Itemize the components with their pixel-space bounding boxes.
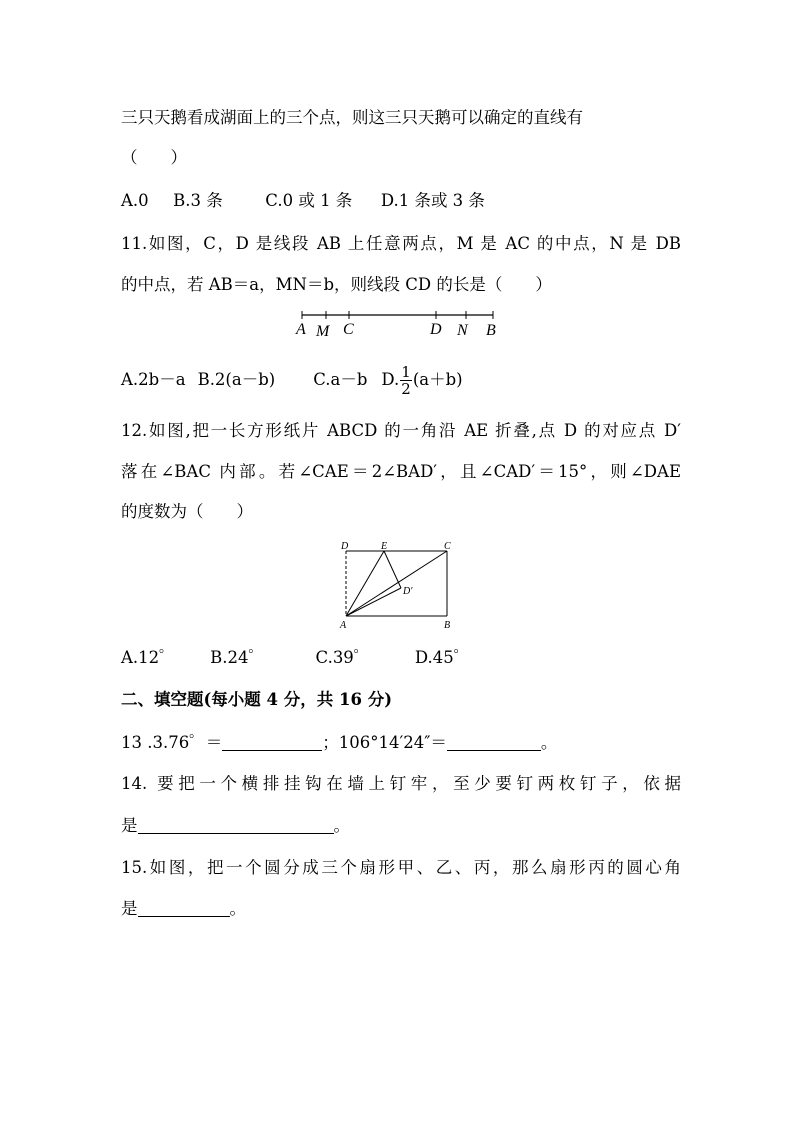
q12-options — [121, 646, 681, 670]
q12-label-d-prime: D′ — [403, 586, 413, 597]
q12-fold-ed — [384, 551, 401, 588]
q11-option-c[interactable]: C.a－b — [313, 370, 368, 389]
q11-option-b[interactable]: B.2(a－b) — [197, 370, 276, 389]
q11-label-n: N — [457, 322, 468, 339]
q13-blank-2[interactable] — [447, 732, 541, 751]
q14-line2 — [121, 814, 681, 838]
q11-fraction-den: 2 — [401, 379, 411, 398]
q10-option-c[interactable]: C.0 或 1 条 — [265, 191, 353, 210]
q14-prefix: 是 — [121, 816, 138, 835]
q10-answer-paren: （ ） — [121, 148, 187, 167]
q11-fraction — [400, 364, 412, 397]
q12-label-e: E — [381, 541, 388, 552]
q11-option-a[interactable]: A.2b－a — [121, 370, 186, 389]
q10-stem: 三只天鹅看成湖面上的三个点，则这三只天鹅可以确定的直线有 — [121, 108, 583, 127]
q13-part2: ；106°14′24″＝ — [322, 733, 447, 752]
q12-diagonal-ac — [346, 551, 447, 616]
q11-fraction-num: 1 — [401, 362, 411, 381]
q12-option-b[interactable]: B.24゜ — [210, 648, 266, 667]
q12-label-b: B — [444, 620, 451, 631]
q12-line3: 的度数为（ ） — [121, 502, 253, 521]
q10-option-d[interactable]: D.1 条或 3 条 — [380, 191, 485, 210]
q11-label-b: B — [486, 322, 496, 339]
q11-line2: 的中点，若 AB＝a，MN＝b，则线段 CD 的长是（ ） — [121, 275, 552, 294]
q15-suffix: 。 — [229, 899, 246, 918]
q13-part1: 13 .3.76゜＝ — [121, 733, 223, 752]
q10-option-b[interactable]: B.3 条 — [173, 191, 223, 210]
q12-option-a[interactable]: A.12゜ — [121, 648, 176, 667]
q15-line1: 15.如图，把一个圆分成三个扇形甲、乙、丙，那么扇形丙的圆心角 — [121, 858, 681, 877]
q11-option-d[interactable] — [381, 364, 462, 397]
q12-line1: 12.如图,把一长方形纸片 ABCD 的一角沿 AE 折叠,点 D 的对应点 D′ — [121, 421, 681, 440]
q15-line2 — [121, 897, 681, 921]
q11-options — [121, 360, 681, 400]
q11-option-d-suffix: (a＋b) — [412, 369, 463, 389]
q11-segment-figure — [290, 308, 510, 340]
q14-line1: 14. 要把一个横排挂钩在墙上钉牢，至少要钉两枚钉子，依据 — [121, 774, 681, 793]
q12-line2: 落在∠BAC 内部。若∠CAE＝2∠BAD′，且∠CAD′＝15°，则∠DAE — [121, 462, 681, 481]
q12-label-c: C — [444, 541, 451, 552]
q11-option-d-prefix: D. — [381, 369, 400, 389]
q11-line1: 11.如图，C，D 是线段 AB 上任意两点，M 是 AC 的中点，N 是 DB — [121, 234, 681, 253]
q12-rectangle-figure — [336, 538, 466, 633]
q11-label-c: C — [343, 321, 354, 338]
q11-label-m: M — [316, 323, 330, 340]
q12-option-d[interactable]: D.45゜ — [414, 648, 471, 667]
q13-blank-1[interactable] — [222, 732, 322, 751]
q14-blank[interactable] — [138, 815, 334, 834]
q13-line — [121, 731, 681, 755]
q15-prefix: 是 — [121, 899, 138, 918]
q10-option-a[interactable]: A.0 — [121, 191, 149, 210]
q15-blank[interactable] — [138, 898, 230, 917]
section-heading-fill-in: 二、填空题(每小题 4 分，共 16 分) — [121, 690, 393, 709]
q13-part3: 。 — [540, 733, 558, 752]
q14-suffix: 。 — [333, 816, 350, 835]
q12-label-d: D — [341, 541, 349, 552]
q11-label-a: A — [296, 321, 306, 338]
q12-label-a: A — [340, 620, 347, 631]
q12-option-c[interactable]: C.39゜ — [315, 648, 371, 667]
q10-options — [121, 189, 681, 213]
q11-label-d: D — [430, 321, 442, 338]
